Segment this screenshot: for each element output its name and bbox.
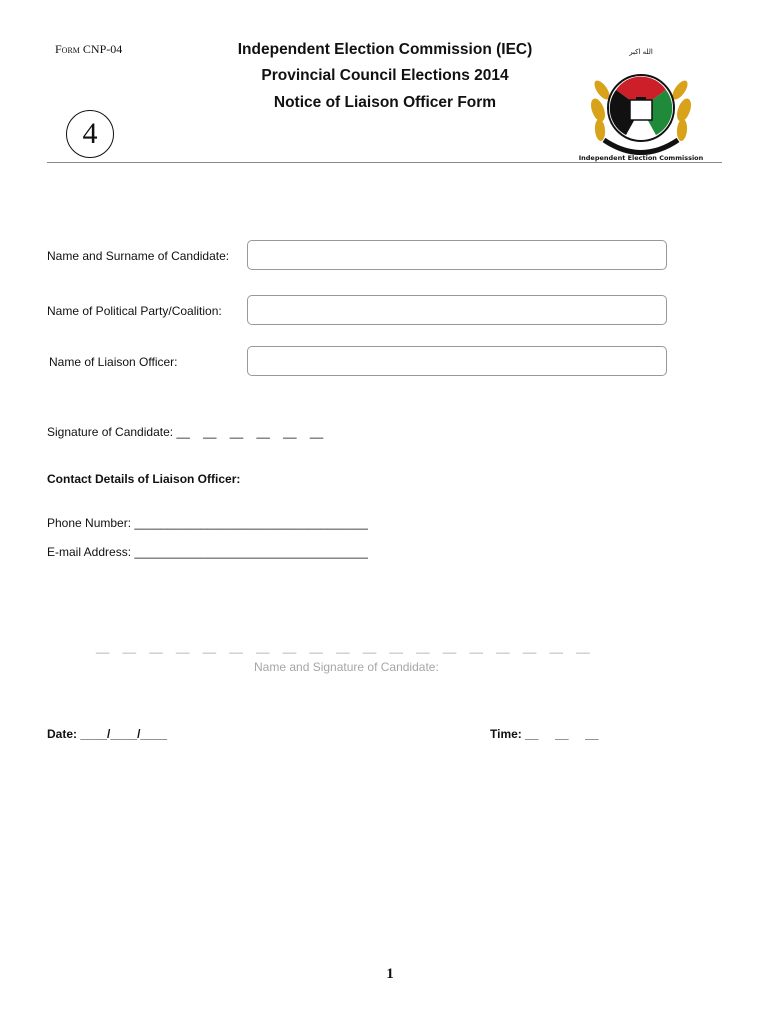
header-title: Independent Election Commission (IEC) [237,41,533,58]
header-subtitle: Provincial Council Elections 2014 [261,67,509,84]
form-number: 4 [82,117,98,150]
candidate-signature-line [47,425,323,439]
form-title: Notice of Liaison Officer Form [273,94,497,111]
email-address-field[interactable]: E-mail Address: ___________________________________ [47,545,368,559]
iec-seal-icon [576,40,706,170]
page-number: 1 [386,966,394,982]
candidate-signature-caption: Name and Signature of Candidate: [254,660,439,674]
liaison-name-field[interactable] [247,346,667,376]
form-number-badge [66,110,114,158]
candidate-name-field[interactable] [247,240,667,270]
form-code: Form CNP-04 [55,42,123,56]
date-field[interactable]: Date: ____/____/____ [47,727,168,741]
signature-label: Signature of Candidate: [47,425,174,439]
candidate-signature-dash-line[interactable]: __ __ __ __ __ __ __ __ __ __ __ __ __ __ __ __ __ __ __ [96,640,590,654]
time-field[interactable]: Time: __ __ __ [490,727,599,741]
contact-heading: Contact Details of Liaison Officer: [47,472,241,486]
phone-number-field[interactable]: Phone Number: ___________________________________ [47,516,368,530]
candidate-name-label: Name and Surname of Candidate: [47,249,230,263]
seal-caption: Independent Election Commission [578,154,704,162]
party-label: Name of Political Party/Coalition: [47,304,222,318]
signature-blank[interactable]: __ __ __ __ __ __ [176,425,324,439]
liaison-name-label: Name of Liaison Officer: [49,355,178,369]
party-field[interactable] [247,295,667,325]
svg-text:الله اکبر: الله اکبر [629,48,653,56]
